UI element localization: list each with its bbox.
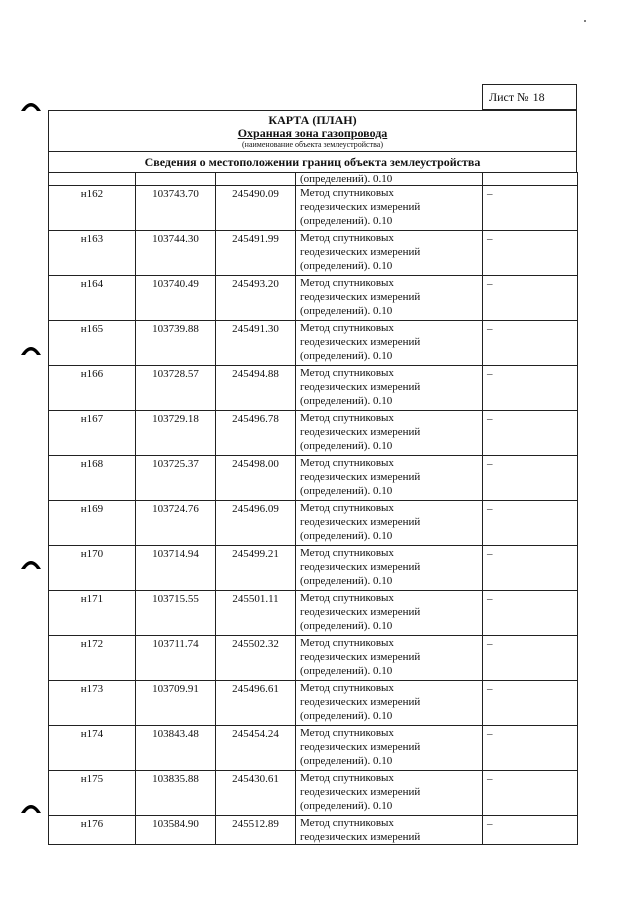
method-cell bbox=[296, 231, 483, 276]
table-row bbox=[49, 546, 578, 591]
coord-y: 245430.61 bbox=[216, 771, 296, 816]
coord-x: 103739.88 bbox=[136, 321, 216, 366]
coord-y: 245454.24 bbox=[216, 726, 296, 771]
point-name: н176 bbox=[49, 816, 136, 845]
point-name: н175 bbox=[49, 771, 136, 816]
method-line: геодезических измерений bbox=[300, 426, 421, 438]
table-row bbox=[49, 681, 578, 726]
table-row bbox=[49, 366, 578, 411]
coord-x: 103740.49 bbox=[136, 276, 216, 321]
point-name: н167 bbox=[49, 411, 136, 456]
coord-x: 103743.70 bbox=[136, 186, 216, 231]
method-line: Метод спутниковых bbox=[300, 772, 394, 784]
table-cell bbox=[216, 173, 296, 186]
description-cell: – bbox=[483, 231, 578, 276]
sheet-label: Лист № bbox=[489, 90, 529, 104]
method-cell bbox=[296, 366, 483, 411]
point-name: н173 bbox=[49, 681, 136, 726]
method-line: геодезических измерений bbox=[300, 651, 421, 663]
coord-x: 103709.91 bbox=[136, 681, 216, 726]
coord-y: 245501.11 bbox=[216, 591, 296, 636]
method-line: Метод спутниковых bbox=[300, 367, 394, 379]
method-line: Метод спутниковых bbox=[300, 277, 394, 289]
sheet-number-box bbox=[482, 84, 577, 110]
method-line: (определений). 0.10 bbox=[300, 665, 393, 677]
binder-hole-icon bbox=[20, 800, 42, 814]
point-name: н165 bbox=[49, 321, 136, 366]
method-line: (определений). 0.10 bbox=[300, 305, 393, 317]
description-cell: – bbox=[483, 591, 578, 636]
method-line: геодезических измерений bbox=[300, 246, 421, 258]
method-line: геодезических измерений bbox=[300, 516, 421, 528]
coord-x: 103711.74 bbox=[136, 636, 216, 681]
table-row bbox=[49, 771, 578, 816]
method-line: геодезических измерений bbox=[300, 291, 421, 303]
description-cell: – bbox=[483, 276, 578, 321]
object-name: Охранная зона газопровода bbox=[237, 126, 388, 140]
table-row bbox=[49, 456, 578, 501]
method-line: Метод спутниковых bbox=[300, 817, 394, 829]
coord-y: 245493.20 bbox=[216, 276, 296, 321]
method-line: Метод спутниковых bbox=[300, 727, 394, 739]
method-line: Метод спутниковых bbox=[300, 457, 394, 469]
method-line: геодезических измерений bbox=[300, 336, 421, 348]
method-line: (определений). 0.10 bbox=[300, 800, 393, 812]
coord-x: 103729.18 bbox=[136, 411, 216, 456]
description-cell: – bbox=[483, 501, 578, 546]
method-line: геодезических измерений bbox=[300, 696, 421, 708]
description-cell: – bbox=[483, 636, 578, 681]
coord-y: 245490.09 bbox=[216, 186, 296, 231]
coord-x: 103715.55 bbox=[136, 591, 216, 636]
coord-y: 245496.09 bbox=[216, 501, 296, 546]
method-cell bbox=[296, 321, 483, 366]
method-line: (определений). 0.10 bbox=[300, 440, 393, 452]
table-cell bbox=[483, 173, 578, 186]
coord-y: 245491.99 bbox=[216, 231, 296, 276]
point-name: н174 bbox=[49, 726, 136, 771]
coord-x: 103843.48 bbox=[136, 726, 216, 771]
method-line: Метод спутниковых bbox=[300, 187, 394, 199]
table-row bbox=[49, 411, 578, 456]
method-line: (определений). 0.10 bbox=[300, 530, 393, 542]
method-line: геодезических измерений bbox=[300, 831, 421, 843]
method-cell bbox=[296, 501, 483, 546]
method-line: геодезических измерений bbox=[300, 561, 421, 573]
coord-y: 245499.21 bbox=[216, 546, 296, 591]
table-cell bbox=[136, 173, 216, 186]
method-cell bbox=[296, 726, 483, 771]
description-cell: – bbox=[483, 366, 578, 411]
method-cell bbox=[296, 546, 483, 591]
method-line: (определений). 0.10 bbox=[300, 485, 393, 497]
coord-y: 245512.89 bbox=[216, 816, 296, 845]
coord-x: 103744.30 bbox=[136, 231, 216, 276]
table-cell bbox=[49, 173, 136, 186]
method-cell bbox=[296, 636, 483, 681]
method-line: геодезических измерений bbox=[300, 786, 421, 798]
point-name: н171 bbox=[49, 591, 136, 636]
method-line: Метод спутниковых bbox=[300, 232, 394, 244]
point-name: н162 bbox=[49, 186, 136, 231]
table-row bbox=[49, 186, 578, 231]
method-line: (определений). 0.10 bbox=[300, 395, 393, 407]
table-row bbox=[49, 591, 578, 636]
coord-y: 245502.32 bbox=[216, 636, 296, 681]
coord-x: 103835.88 bbox=[136, 771, 216, 816]
description-cell: – bbox=[483, 456, 578, 501]
description-cell: – bbox=[483, 546, 578, 591]
method-line: Метод спутниковых bbox=[300, 547, 394, 559]
table-row bbox=[49, 636, 578, 681]
method-cell bbox=[296, 186, 483, 231]
table-row bbox=[49, 276, 578, 321]
map-header bbox=[48, 110, 577, 152]
table-row bbox=[49, 726, 578, 771]
coord-y: 245498.00 bbox=[216, 456, 296, 501]
point-name: н168 bbox=[49, 456, 136, 501]
coord-x: 103724.76 bbox=[136, 501, 216, 546]
method-line: Метод спутниковых bbox=[300, 637, 394, 649]
method-cell bbox=[296, 771, 483, 816]
method-line: Метод спутниковых bbox=[300, 592, 394, 604]
description-cell: – bbox=[483, 816, 578, 845]
coord-x: 103728.57 bbox=[136, 366, 216, 411]
method-cell bbox=[296, 816, 483, 845]
method-line: геодезических измерений bbox=[300, 201, 421, 213]
method-cell bbox=[296, 456, 483, 501]
description-cell: – bbox=[483, 321, 578, 366]
method-line: (определений). 0.10 bbox=[300, 575, 393, 587]
map-title: КАРТА (ПЛАН) bbox=[268, 113, 357, 127]
description-cell: – bbox=[483, 771, 578, 816]
speck-mark bbox=[584, 20, 586, 22]
method-cell bbox=[296, 411, 483, 456]
coord-y: 245494.88 bbox=[216, 366, 296, 411]
coord-y: 245496.78 bbox=[216, 411, 296, 456]
binder-hole-icon bbox=[20, 98, 42, 112]
method-line: Метод спутниковых bbox=[300, 502, 394, 514]
description-cell: – bbox=[483, 411, 578, 456]
section-title: Сведения о местоположении границ объекта землеустройства bbox=[48, 151, 577, 173]
coord-x: 103725.37 bbox=[136, 456, 216, 501]
point-name: н172 bbox=[49, 636, 136, 681]
method-line: (определений). 0.10 bbox=[300, 710, 393, 722]
method-continuation: (определений). 0.10 bbox=[296, 173, 483, 186]
coord-x: 103584.90 bbox=[136, 816, 216, 845]
method-line: геодезических измерений bbox=[300, 381, 421, 393]
method-line: (определений). 0.10 bbox=[300, 755, 393, 767]
point-name: н164 bbox=[49, 276, 136, 321]
binder-hole-icon bbox=[20, 342, 42, 356]
method-line: (определений). 0.10 bbox=[300, 215, 393, 227]
coord-x: 103714.94 bbox=[136, 546, 216, 591]
object-caption: (наименование объекта землеустройства) bbox=[242, 140, 383, 149]
description-cell: – bbox=[483, 186, 578, 231]
coord-y: 245491.30 bbox=[216, 321, 296, 366]
table-row-continuation bbox=[49, 173, 578, 186]
method-cell bbox=[296, 276, 483, 321]
method-line: (определений). 0.10 bbox=[300, 620, 393, 632]
boundary-points-table bbox=[48, 172, 578, 845]
point-name: н169 bbox=[49, 501, 136, 546]
point-name: н163 bbox=[49, 231, 136, 276]
table-row bbox=[49, 321, 578, 366]
method-cell bbox=[296, 591, 483, 636]
point-name: н170 bbox=[49, 546, 136, 591]
method-line: Метод спутниковых bbox=[300, 412, 394, 424]
method-line: геодезических измерений bbox=[300, 606, 421, 618]
sheet-number: 18 bbox=[532, 90, 545, 104]
method-line: (определений). 0.10 bbox=[300, 350, 393, 362]
description-cell: – bbox=[483, 726, 578, 771]
coord-y: 245496.61 bbox=[216, 681, 296, 726]
method-cell bbox=[296, 681, 483, 726]
table-body bbox=[49, 173, 578, 845]
method-line: (определений). 0.10 bbox=[300, 260, 393, 272]
description-cell: – bbox=[483, 681, 578, 726]
method-line: Метод спутниковых bbox=[300, 682, 394, 694]
method-line: геодезических измерений bbox=[300, 471, 421, 483]
method-line: Метод спутниковых bbox=[300, 322, 394, 334]
point-name: н166 bbox=[49, 366, 136, 411]
table-row bbox=[49, 231, 578, 276]
table-row bbox=[49, 501, 578, 546]
binder-hole-icon bbox=[20, 556, 42, 570]
method-line: геодезических измерений bbox=[300, 741, 421, 753]
table-row bbox=[49, 816, 578, 845]
